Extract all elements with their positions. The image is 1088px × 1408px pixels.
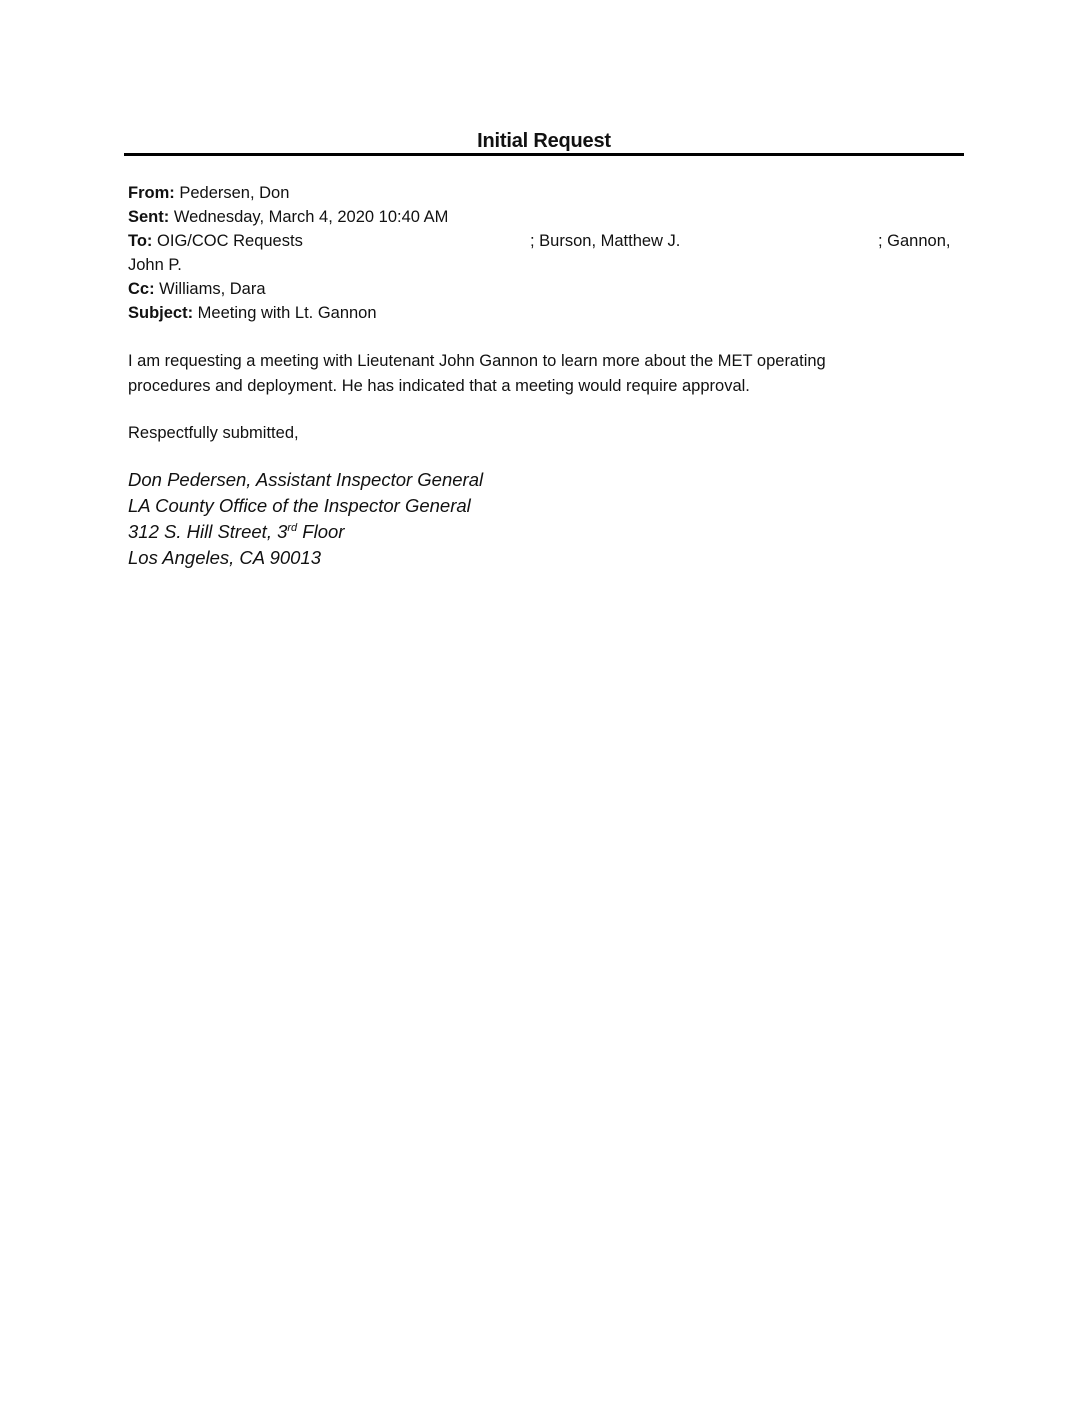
cc-label: Cc:: [128, 280, 155, 298]
to-label: To:: [128, 232, 153, 250]
to-continuation: John P.: [128, 256, 182, 274]
sent-value: Wednesday, March 4, 2020 10:40 AM: [169, 208, 449, 226]
signature-block: [128, 467, 964, 571]
subject-line: [128, 301, 964, 325]
email-message: [128, 181, 964, 571]
to-line: [128, 229, 964, 253]
subject-label: Subject:: [128, 304, 194, 322]
signature-street: [128, 519, 964, 545]
sent-label: Sent:: [128, 208, 170, 226]
to-recipient-1: [128, 229, 303, 253]
page-title: Initial Request: [477, 130, 611, 152]
street-prefix: 312 S. Hill Street, 3: [128, 521, 288, 542]
to-recipient-2: ; Burson, Matthew J.: [530, 232, 681, 250]
street-suffix: Floor: [297, 521, 345, 542]
signature-city: Los Angeles, CA 90013: [128, 547, 322, 568]
title-divider: [124, 153, 964, 156]
from-line: [128, 181, 964, 205]
sent-line: [128, 205, 964, 229]
subject-value: Meeting with Lt. Gannon: [193, 304, 377, 322]
street-ordinal: rd: [287, 521, 298, 534]
signature-office: LA County Office of the Inspector General: [128, 495, 471, 516]
email-body: I am requesting a meeting with Lieutenant John Gannon to learn more about the MET operating procedures and deployment. He has indicated that a meeting would require approval.: [128, 352, 826, 395]
closing: Respectfully submitted,: [128, 424, 299, 442]
from-value: Pedersen, Don: [174, 184, 290, 202]
to-recipient-3: ; Gannon,: [878, 232, 951, 250]
signature-name: Don Pedersen, Assistant Inspector General: [128, 469, 484, 490]
cc-line: [128, 277, 964, 301]
from-label: From:: [128, 184, 175, 202]
cc-value: Williams, Dara: [154, 280, 266, 298]
to-recipient-1-text: OIG/COC Requests: [152, 232, 303, 250]
email-header: [128, 181, 964, 325]
